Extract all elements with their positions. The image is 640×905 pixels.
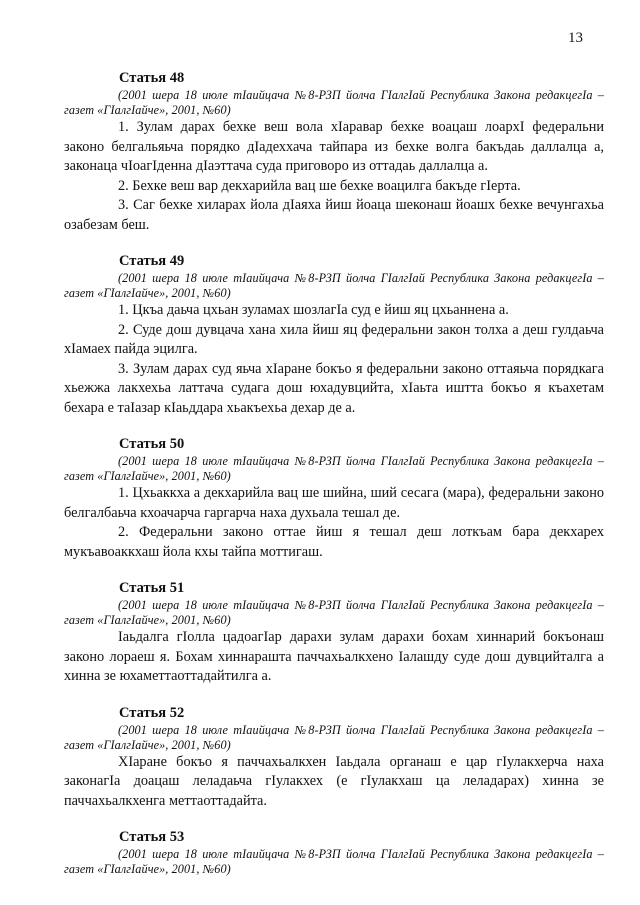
articles-container [64,70,604,895]
article-50 [64,436,604,562]
article-paragraph: 2. Бехке веш вар декхарийла вац ше бехке воацилга бакъде гІерта. [118,177,521,194]
article-title: Статья 53 [119,829,185,845]
article-paragraph: Іаьдалга гІолла цадоагІар дарахи зулам дарахи бохам хиннарий бокъонаш законо лораеш я. Бохам хиннараштa паччахьалкхено Іалашду суде дош дувцийталга а хинна зе юхаметтаоттадайтилга а. [64,629,604,684]
article-53 [64,829,604,877]
article-paragraph: ХІаране бокъо я паччахьалкхен Іаьдала органаш е цар гІулакхерча наха законагІа доацаш леладаьча гІулакхех (е гІулакхаш ца леладарах) хинна зе паччахьалкхенга меттаоттадайта. [64,753,604,809]
article-amendment-note: (2001 шера 18 июле тІаийцача №8-РЗП йолча ГІалгІай Республика Закона редакцегІа – газет «ГІалгІайче», 2001, №60) [64,88,604,117]
article-paragraph: 1. Цхьаккха а декхарийла вац ше шийна, ший сесага (мара), федеральни законо белгалбаьча кхоачарча гаргарча наха духьала тешал де. [64,485,604,521]
article-48 [64,70,604,235]
article-amendment-note: (2001 шера 18 июле тІаийцача №8-РЗП йолча ГІалгІай Республика Закона редакцегІа – газет «ГІалгІайче», 2001, №60) [64,598,604,627]
article-amendment-note: (2001 шера 18 июле тІаийцача №8-РЗП йолча ГІалгІай Республика Закона редакцегІа – газет «ГІалгІайче», 2001, №60) [64,847,604,876]
article-title: Статья 50 [119,436,185,452]
article-paragraph: 3. Саг бехке хиларах йола дІаяха йиш йоаца шеконаш йоашх бехке вечунгахьа озабезам беш. [64,197,604,233]
article-title: Статья 52 [119,704,185,721]
article-51 [64,580,604,687]
article-title: Статья 49 [119,253,185,269]
article-paragraph: 1. Цкъа даьча цхьан зуламах шозлагІа суд е йиш яц цхьаннена а. [118,302,509,318]
article-paragraph: 3. Зулам дарах суд яьча хІаране бокъо я федеральни законо оттаяьча порядкага хьежжа лакхехьа латтача судага дош юхадувцийта, хІаьта ишттa бокъо я къахетам бехара е таІазар кІаьддара хьакъехьа дехар де а. [64,360,604,416]
page-number: 13 [568,30,583,46]
article-paragraph: 2. Суде дош дувцача хана хила йиш яц федеральни закон толха а деш гулдаьча хІамаех пайда эцилга. [64,321,604,357]
article-title: Статья 51 [119,580,185,596]
article-paragraph: 2. Федеральни законо оттае йиш я тешал деш лоткъам бара декхарех мукъавоаккхаш йола кхы тайпа моттигаш. [64,524,604,560]
article-amendment-note: (2001 шера 18 июле тІаийцача №8-РЗП йолча ГІалгІай Республика Закона редакцегІа – газет «ГІалгІайче», 2001, №60) [64,271,604,300]
article-49 [64,253,604,418]
article-amendment-note: (2001 шера 18 июле тІаийцача №8-РЗП йолча ГІалгІай Республика Закона редакцегІа – газет «ГІалгІайче», 2001, №60) [64,454,604,483]
article-title: Статья 48 [119,70,185,86]
article-amendment-note: (2001 шера 18 июле тІаийцача №8-РЗП йолча ГІалгІай Республика Закона редакцегІа – газет «ГІалгІайче», 2001, №60) [64,722,604,752]
article-paragraph: 1. Зулам дарах бехке веш вола хІаравар бехке воацаш лоархІ федеральни законо белгальяьча порядко дІадеххача тайпара из бехке волга бакъдаь даллалца а, законаца чІоагІденна дІаэттача суда приговоро из оттадаь даллалца а. [64,119,604,174]
article-52 [64,705,604,812]
